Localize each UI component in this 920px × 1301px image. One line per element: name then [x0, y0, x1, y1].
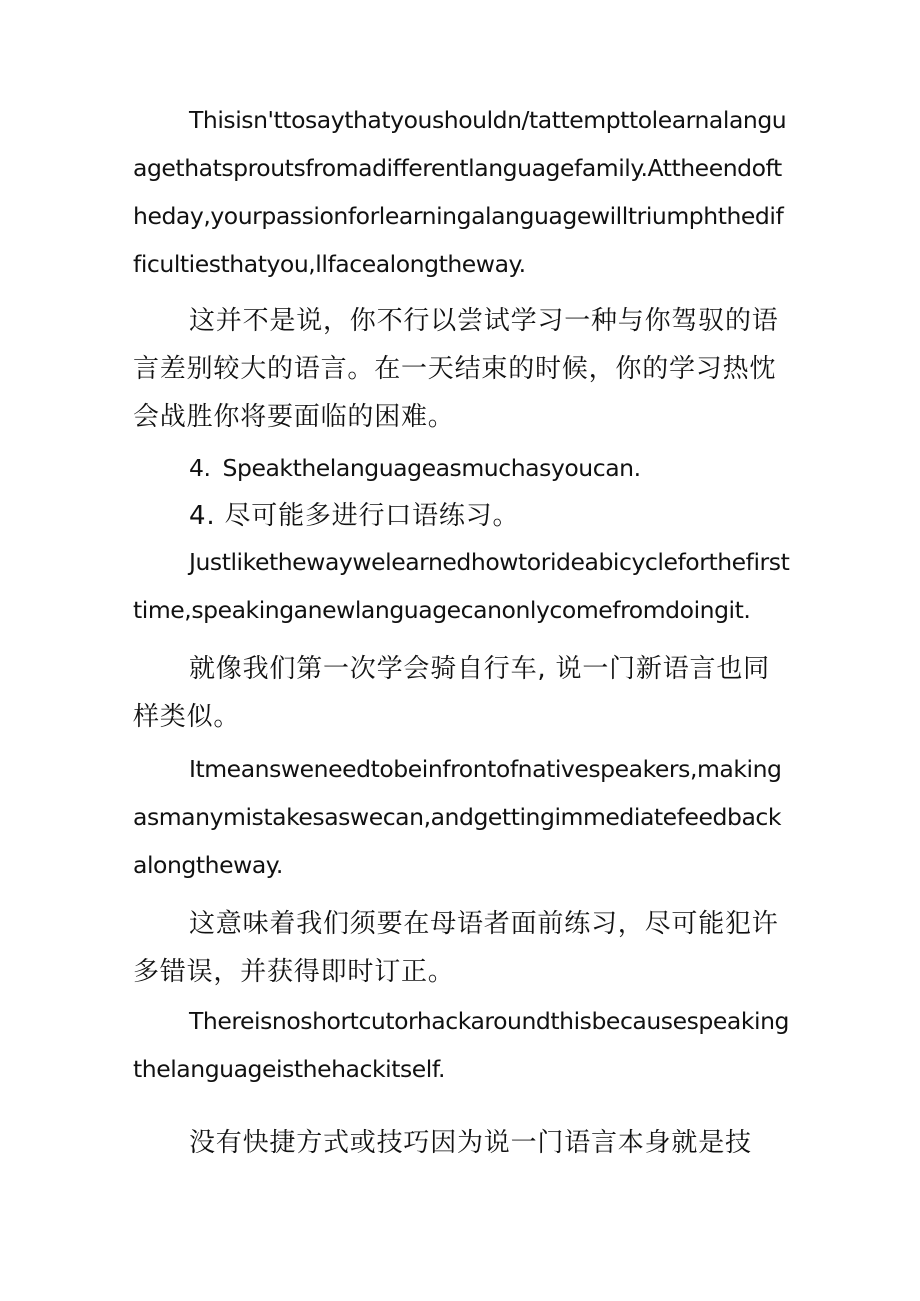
- list-item-4-chinese: 4. 尽可能多进行口语练习。: [189, 501, 520, 531]
- paragraph-english-3: Itmeansweneedtobeinfrontofnativespeakers,makingasmanymistakesaswecan,andgettingimmediatefeedbackalongtheway.: [133, 755, 782, 879]
- paragraph-chinese-2: 就像我们第一次学会骑自行车, 说一门新语言也同样类似。: [133, 654, 770, 732]
- paragraph-chinese-3: 这意味着我们须要在母语者面前练习，尽可能犯许多错误，并获得即时订正。: [133, 909, 779, 987]
- list-item-number: 4.: [189, 454, 211, 482]
- paragraph-english-2: Justlikethewaywelearnedhowtorideabicycleforthefirsttime,speakinganewlanguagecanonlycomefromdoingit.: [133, 548, 790, 624]
- paragraph-chinese-1: 这并不是说，你不行以尝试学习一种与你驾驭的语言差别较大的语言。在一天结束的时候，你的学习热忱会战胜你将要面临的困难。: [133, 306, 779, 432]
- paragraph-english-4: Thereisnoshortcutorhackaroundthisbecausespeakingthelanguageisthehackitself.: [133, 1007, 789, 1083]
- list-item-4-english: [189, 444, 641, 492]
- paragraph-english-1: Thisisn'ttosaythatyoushouldn/tattempttolearnalanguagethatsproutsfromadifferentlanguagefamily.Attheendoftheday,yourpassionforlearningalanguagewilltriumphthedifficultiesthatyou,llfacealongtheway.: [133, 106, 787, 278]
- list-item-text: Speakthelanguageasmuchasyoucan.: [222, 454, 641, 482]
- paragraph-chinese-4: 没有快捷方式或技巧因为说一门语言本身就是技: [189, 1128, 752, 1158]
